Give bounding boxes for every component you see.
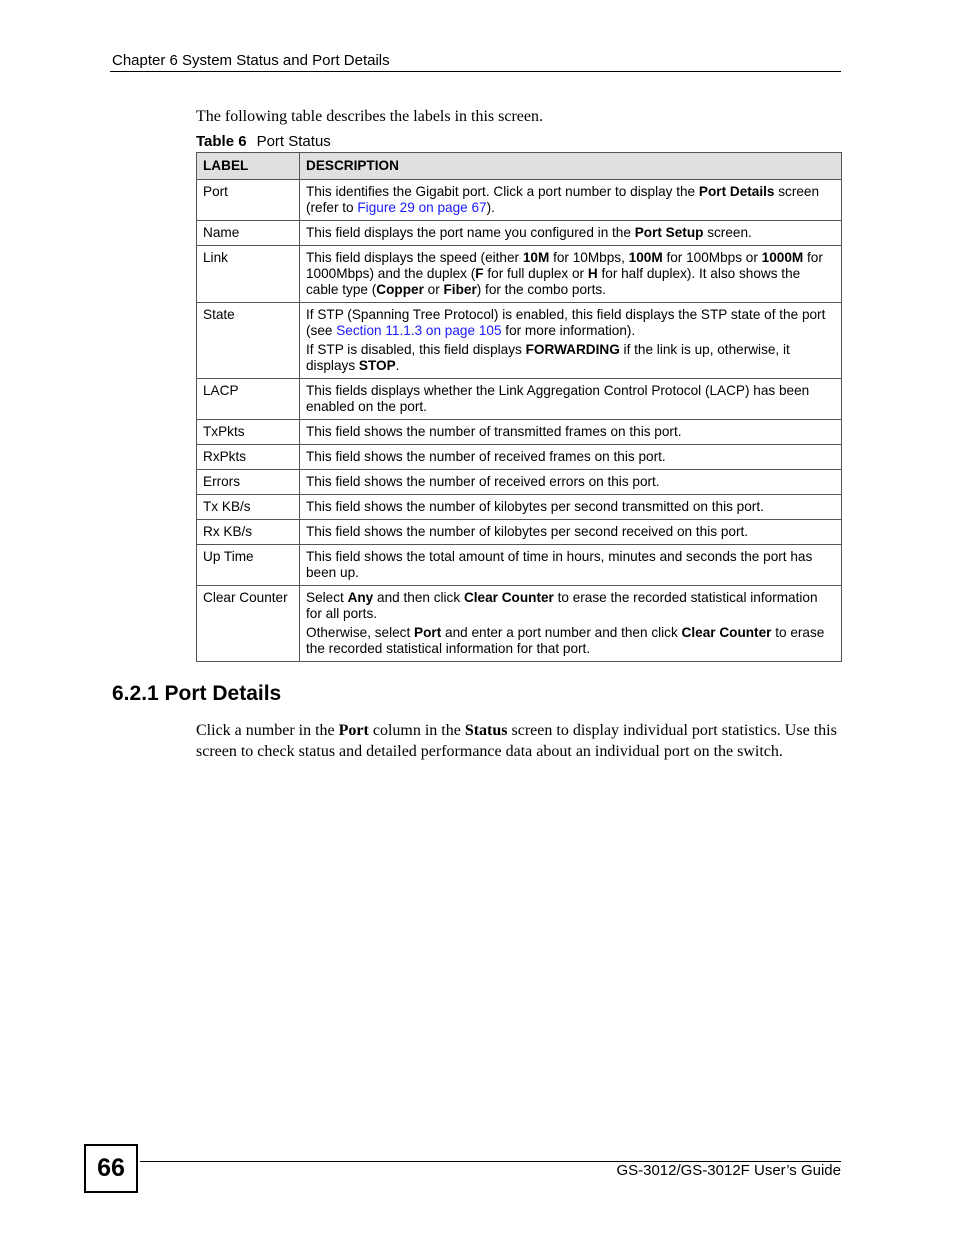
header-rule: [110, 71, 841, 72]
figure-29-link[interactable]: Figure 29 on page 67: [357, 200, 487, 215]
row-label: Up Time: [197, 545, 300, 586]
row-label: Name: [197, 221, 300, 246]
table-caption-number: Table 6: [196, 133, 247, 150]
row-description: This field displays the speed (either 10M for 10Mbps, 100M for 100Mbps or 1000M for 1000Mbps) and the duplex (F for full duplex or H for half duplex). It also shows the cable type (Copper or Fiber) for the combo ports.: [300, 246, 842, 303]
table-row: [197, 470, 842, 495]
row-label: TxPkts: [197, 420, 300, 445]
table-row: [197, 246, 842, 303]
row-description: This field shows the number of kilobytes per second received on this port.: [300, 520, 842, 545]
row-label: Clear Counter: [197, 586, 300, 662]
row-description: This identifies the Gigabit port. Click a port number to display the Port Details screen (refer to Figure 29 on page 67).: [300, 180, 842, 221]
page-number: 66: [84, 1144, 138, 1193]
row-label: RxPkts: [197, 445, 300, 470]
table-row: [197, 545, 842, 586]
row-label: Tx KB/s: [197, 495, 300, 520]
table-header-row: [197, 153, 842, 180]
row-label: State: [197, 303, 300, 379]
section-heading: 6.2.1 Port Details: [112, 682, 282, 705]
column-header-label: LABEL: [197, 153, 300, 180]
table-caption-title: Port Status: [256, 133, 331, 150]
intro-text: The following table describes the labels in this screen.: [196, 108, 544, 125]
row-description: This field shows the number of transmitted frames on this port.: [300, 420, 842, 445]
table-row: [197, 303, 842, 379]
table-row: [197, 420, 842, 445]
row-description: This field shows the number of received errors on this port.: [300, 470, 842, 495]
row-description: This field shows the number of received frames on this port.: [300, 445, 842, 470]
table-row: [197, 221, 842, 246]
table-row: [197, 586, 842, 662]
row-description: This field shows the total amount of time in hours, minutes and seconds the port has been up.: [300, 545, 842, 586]
row-label: Errors: [197, 470, 300, 495]
row-description: This field shows the number of kilobytes per second transmitted on this port.: [300, 495, 842, 520]
row-label: LACP: [197, 379, 300, 420]
guide-title: GS-3012/GS-3012F User’s Guide: [616, 1162, 841, 1179]
row-description: This field displays the port name you configured in the Port Setup screen.: [300, 221, 842, 246]
table-row: [197, 379, 842, 420]
row-description: This fields displays whether the Link Aggregation Control Protocol (LACP) has been enabled on the port.: [300, 379, 842, 420]
table-row: [197, 520, 842, 545]
row-label: Port: [197, 180, 300, 221]
section-paragraph: Click a number in the Port column in the Status screen to display individual port statistics. Use this screen to check status and detailed performance data about an individual port on the switch.: [196, 722, 837, 760]
row-label: Rx KB/s: [197, 520, 300, 545]
table-row: [197, 180, 842, 221]
row-label: Link: [197, 246, 300, 303]
running-header: Chapter 6 System Status and Port Details: [112, 52, 390, 69]
section-11-1-3-link[interactable]: Section 11.1.3 on page 105: [336, 323, 502, 338]
row-description: If STP (Spanning Tree Protocol) is enabled, this field displays the STP state of the port (see Section 11.1.3 on page 105 for more information). If STP is disabled, this field displays FORWARDING if the link is up, otherwise, it displays STOP.: [300, 303, 842, 379]
port-status-table: [196, 152, 842, 662]
row-description: Select Any and then click Clear Counter to erase the recorded statistical information for all ports. Otherwise, select Port and enter a port number and then click Clear Counter to erase the recorded statistical information for that port.: [300, 586, 842, 662]
table-caption: [196, 133, 331, 150]
column-header-description: DESCRIPTION: [300, 153, 842, 180]
table-row: [197, 495, 842, 520]
table-row: [197, 445, 842, 470]
